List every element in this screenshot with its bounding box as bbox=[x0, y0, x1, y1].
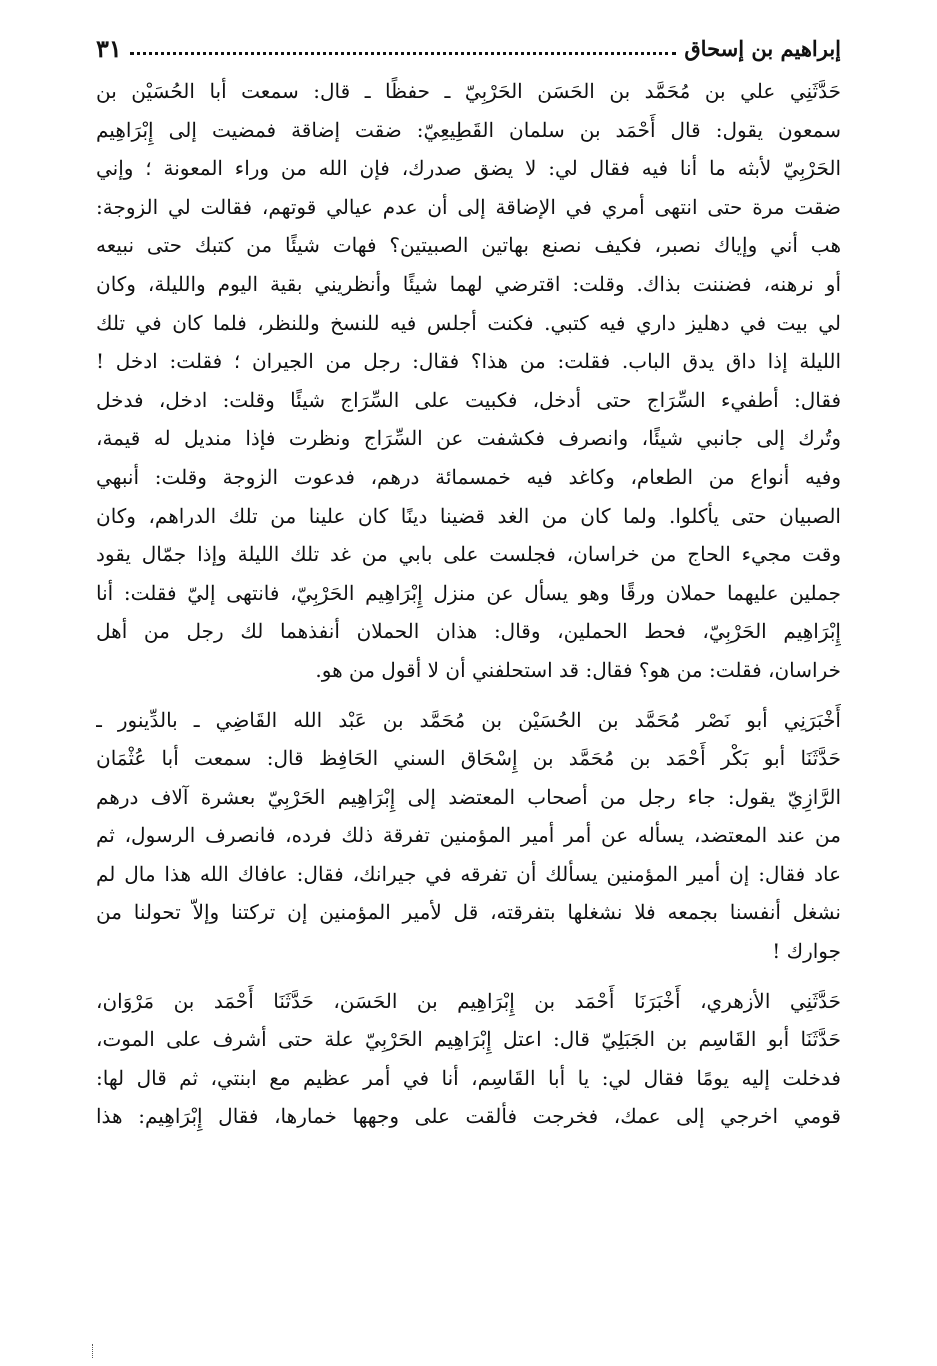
text-line: حَدَّثَنَا أبو القَاسِم بن الجَبَلِيّ قال: اعتل إِبْرَاهِيم الحَرْبِيّ علة حتى أشرف على الموت، bbox=[96, 1027, 841, 1052]
text-line: جوارك ! bbox=[772, 939, 841, 964]
text-line: سمعون يقول: قال أَحْمَد بن سلمان القَطِيعِيّ: ضقت إضاقة فمضيت إلى إِبْرَاهِيم bbox=[96, 117, 841, 142]
header-dot-leader bbox=[130, 52, 677, 55]
text-line: قومي اخرجي إلى عمك، فخرجت فألقت على وجهها خمارها، فقال إِبْرَاهِيم: هذا bbox=[96, 1104, 841, 1129]
page-edge-mark bbox=[92, 1344, 95, 1358]
text-line: ضقت مرة حتى انتهى أمري في الإضاقة إلى أن عدم عيالي قوتهم، فقالت لي الزوجة: bbox=[96, 194, 841, 219]
text-line: فقال: أطفيء السِّرَاج حتى أدخل، فكبيت على السِّرَاج شيئًا وقلت: ادخل، فدخل bbox=[96, 387, 841, 412]
text-line: وتُرك إلى جانبي شيئًا، وانصرف فكشفت عن السِّرَاج ونظرت فإذا منديل له قيمة، bbox=[96, 426, 841, 451]
text-line: من عند المعتضد، يسأله عن أمر أمير المؤمنين تفرقة ذلك فرده، فانصرف الرسول، ثم bbox=[96, 823, 841, 848]
text-line: جملين عليهما حملان ورقًا وهو يسأل عن منزل إِبْرَاهِيم الحَرْبِيّ، فانتهى إليّ فقلت: أنا bbox=[96, 580, 841, 605]
body-text bbox=[96, 72, 841, 1136]
text-line: حَدَّثَنِي علي بن مُحَمَّد بن الحَسَن الحَرْبِيّ ـ حفظًا ـ قال: سمعت أبا الحُسَيْن بن bbox=[96, 79, 841, 103]
paragraph-3 bbox=[96, 982, 841, 1136]
text-line: لي بيت في دهليز داري فيه كتبي. فكنت أجلس فيه للنسخ وللنظر، فلما كان في تلك bbox=[96, 310, 841, 335]
text-line: عاد فقال: إن أمير المؤمنين يسألك أن تفرقه في جيرانك، فقال: عافاك الله هذا مال لم bbox=[96, 861, 841, 886]
page-number: ٣١ bbox=[96, 33, 122, 63]
paragraph-2 bbox=[96, 701, 841, 971]
text-line: الحَرْبِيّ لأبثه ما أنا فيه فقال لي: لا يضق صدرك، فإن الله من وراء المعونة ؛ وإني bbox=[96, 156, 841, 181]
text-line: هب أني وإياك نصبر، فكيف نصنع بهاتين الصبيتين؟ فهات شيئًا من كتبك حتى نبيعه bbox=[96, 233, 841, 258]
text-line: نشغل أنفسنا بجمعه فلا نشغلها بتفرقته، قل لأمير المؤمنين إن تركتنا وإلاّ تحولنا من bbox=[96, 900, 841, 925]
text-line: خراسان، فقلت: من هو؟ فقال: قد استحلفني أن لا أقول من هو. bbox=[315, 657, 841, 682]
text-line: الرَّازِيّ يقول: جاء رجل من أصحاب المعتضد إلى إِبْرَاهِيم الحَرْبِيّ بعشرة آلاف درهم bbox=[96, 784, 841, 809]
text-line: الصبيان حتى يأكلوا. ولما كان من الغد قضينا دينًا كان علينا من تلك الدراهم، وكان bbox=[96, 503, 841, 528]
text-line: فدخلت إليه يومًا فقال لي: يا أبا القَاسِم، أنا في أمر عظيم مع ابنتي، ثم قال لها: bbox=[96, 1065, 841, 1090]
paragraph-1 bbox=[96, 72, 841, 690]
text-line: وفيه أنواع من الطعام، وكاغد فيه خمسمائة درهم، فدعوت الزوجة وقلت: أنبهي bbox=[96, 464, 841, 489]
running-header bbox=[96, 30, 841, 66]
text-line: الليلة إذا داق يدق الباب. فقلت: من هذا؟ فقال: رجل من الجيران ؛ فقلت: ادخل ! bbox=[96, 349, 841, 374]
text-line: حَدَّثَنِي الأزهري، أَخْبَرَنَا أَحْمَد بن إِبْرَاهِيم بن الحَسَن، حَدَّثَنَا أَحْمَد بن مَرْوَان، bbox=[96, 988, 841, 1013]
text-line: أو نرهنه، فضننت بذاك. وقلت: اقترضي لهما شيئًا وأنظريني بقية اليوم والليلة، وكان bbox=[96, 271, 841, 296]
text-line: إِبْرَاهِيم الحَرْبِيّ، فحط الحملين، وقال: هذان الحملان أنفذهما لك رجل من أهل bbox=[96, 619, 841, 644]
text-line: حَدَّثَنَا أبو بَكْر أَحْمَد بن مُحَمَّد بن إِسْحَاق السني الحَافِظ قال: سمعت أبا عُثْمَان bbox=[96, 746, 841, 771]
header-title: إبراهيم بن إسحاق bbox=[684, 35, 841, 61]
text-line: وقت مجيء الحاج من خراسان، فجلست على بابي من غد تلك الليلة وإذا جمّال يقود bbox=[96, 542, 841, 567]
text-line: أَخْبَرَنِي أبو نَصْر مُحَمَّد بن الحُسَيْن بن مُحَمَّد بن عَبْد الله القَاضِي ـ بالدِّينور ـ bbox=[96, 707, 841, 732]
